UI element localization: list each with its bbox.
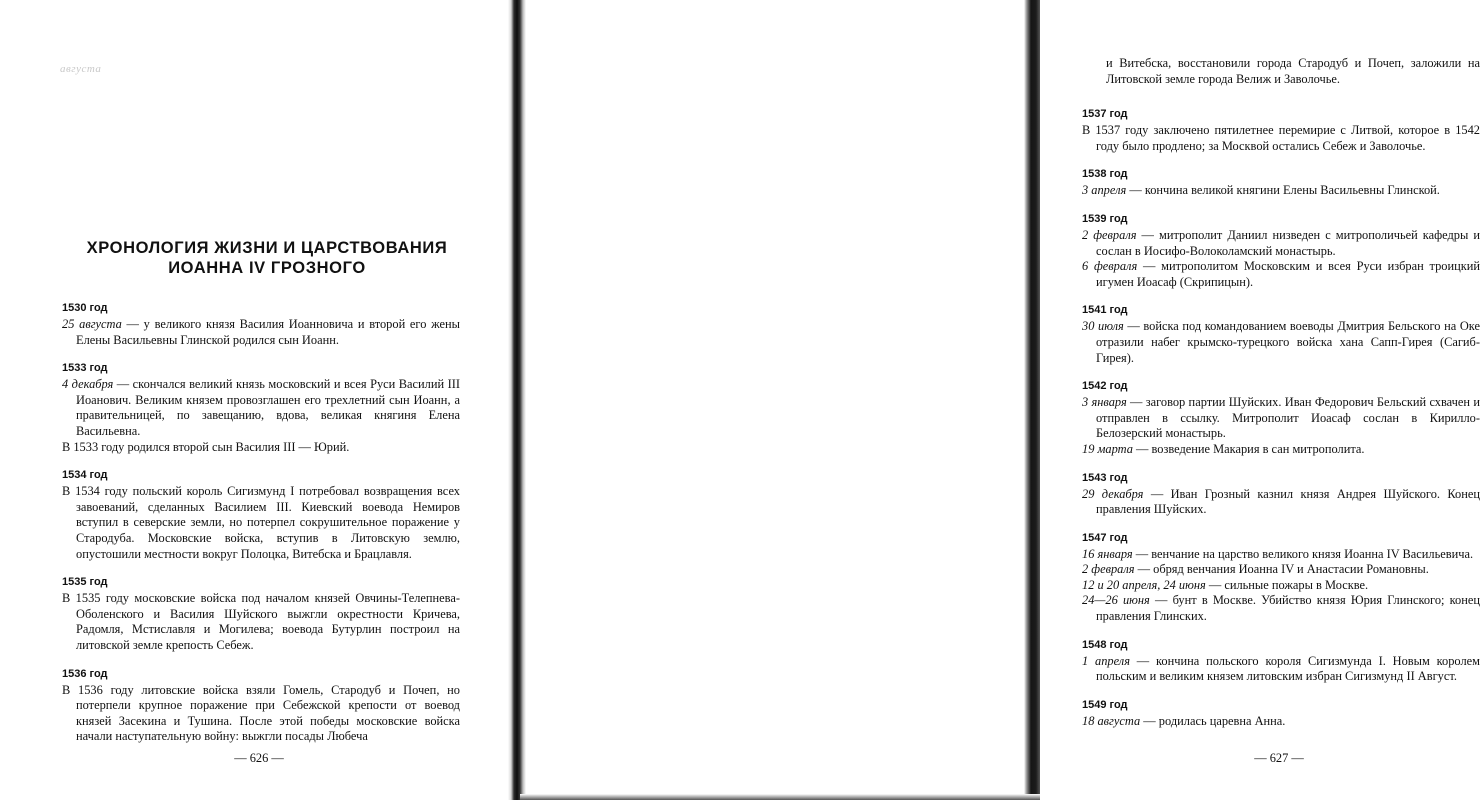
entry-event <box>62 317 460 348</box>
entry-event <box>1082 259 1480 290</box>
entry-event <box>62 591 460 653</box>
event-date: 2 февраля <box>1082 562 1135 577</box>
chronology-title <box>62 238 472 278</box>
entry-year: 1542 год <box>1082 380 1128 393</box>
event-text: — кончина польского короля Сигизмунда I. Новым королем польским и великим князем литовским избран Сигизмунд II Август. <box>1096 653 1480 684</box>
event-date: 6 февраля <box>1082 259 1138 274</box>
right-entries <box>1082 56 1480 742</box>
entry-year: 1543 год <box>1082 471 1128 484</box>
event-text: — обряд венчания Иоанна IV и Анастасии Романовны. <box>1134 562 1429 577</box>
event-date: 1 апреля <box>1082 653 1130 668</box>
event-date: 29 декабря <box>1082 486 1144 501</box>
event-date: 12 и 20 апреля, 24 июня <box>1082 577 1206 592</box>
title-line-1: ХРОНОЛОГИЯ ЖИЗНИ И ЦАРСТВОВАНИЯ <box>86 239 448 257</box>
entry-year: 1547 год <box>1082 531 1128 544</box>
entry-year: 1530 год <box>62 302 108 314</box>
chronology-entry <box>1082 698 1480 730</box>
event-text: В 1537 году заключено пятилетнее перемирие с Литвой, которое в 1542 году было продлено; за Москвой остались Себеж и Заволочье. <box>1082 123 1480 153</box>
chronology-entry <box>1082 379 1480 457</box>
entry-event <box>1082 123 1480 154</box>
entry-event <box>62 484 460 562</box>
event-text: — Иван Грозный казнил князя Андрея Шуйского. Конец правления Шуйских. <box>1096 486 1480 517</box>
entry-event <box>62 440 460 456</box>
entry-event <box>1082 562 1480 578</box>
faded-running-head: августа <box>60 63 102 75</box>
entry-year: 1538 год <box>1082 168 1128 181</box>
entry-year: 1539 год <box>1082 212 1128 225</box>
event-date: 4 декабря <box>62 377 114 392</box>
event-date: 16 января <box>1082 546 1133 561</box>
entry-event <box>1082 714 1480 730</box>
event-date: 19 марта <box>1082 441 1133 456</box>
event-text: — скончался великий князь московский и всея Руси Василий III Иоанович. Великим князем провозглашен его трехлетний сын Иоанн, а правительницей, по завещанию, вдова, великая княгиня Елена Васильевна. <box>76 377 460 438</box>
event-text: — у великого князя Василия Иоанновича и второй его жены Елены Васильевны Глинской родился сын Иоанн. <box>76 317 460 347</box>
chronology-entry <box>62 468 460 562</box>
entry-event <box>1082 228 1480 259</box>
entry-year: 1548 год <box>1082 638 1128 651</box>
event-text: — сильные пожары в Москве. <box>1205 577 1369 592</box>
page-number-left: — 626 — <box>234 751 284 765</box>
entry-event <box>1082 547 1480 563</box>
chronology-entry <box>1082 638 1480 685</box>
chronology-entry <box>1082 471 1480 518</box>
event-text: В 1534 году польский король Сигизмунд I потребовал возвращения всех завоеваний, сделанных Василием III. Киевский воевода Немиров вступил в северские земли, но потерпел сокрушительное поражение у Стародуба. Московские войска, вступив в Литовскую землю, опустошили местности вокруг Полоцка, Витебска и Брацлавля. <box>62 484 460 561</box>
entry-event <box>1082 487 1480 518</box>
entry-year: 1533 год <box>62 362 108 375</box>
event-text: В 1536 году литовские войска взяли Гомель, Стародуб и Почеп, но потерпели крупное поражение при Себежской крепости от воевод князей Засекина и Тушина. После этой победы московские войска начали наступательную войну: выжгли посады Любеча <box>62 682 460 744</box>
entry-event <box>1082 593 1480 624</box>
event-text: — войска под командованием воеводы Дмитрия Бельского на Оке отразили набег крымско-турецкого войска хана Сапп-Гирея (Сагиб-Гирея). <box>1096 319 1480 365</box>
entry-event <box>1082 578 1480 594</box>
event-text: — бунт в Москве. Убийство князя Юрия Глинского; конец правления Глинских. <box>1096 593 1480 624</box>
event-date: 30 июля <box>1082 319 1124 334</box>
event-date: 2 февраля <box>1082 227 1137 242</box>
entry-year: 1537 год <box>1082 108 1128 121</box>
entry-event <box>1082 395 1480 442</box>
event-date: 3 января <box>1082 395 1127 410</box>
event-date: 25 августа <box>62 317 122 331</box>
scan-edge-bottom <box>520 794 1040 800</box>
page-number-right: — 627 — <box>1254 751 1304 765</box>
entry-event <box>1082 654 1480 685</box>
chronology-entry <box>62 361 460 455</box>
entry-year: 1549 год <box>1082 698 1128 711</box>
event-text: В 1535 году московские войска под началом князей Овчины-Телепнева-Оболенского и Василия Шуйского выжгли окрестности Кричева, Радомля, Мстиславля и Могилева; воевода Бутурлин построил на литовской земле крепость Себеж. <box>62 591 460 652</box>
event-text: — заговор партии Шуйских. Иван Федорович Бельский схвачен и отправлен в ссылку. Митрополит Иоасаф сослан в Кирилло-Белозерский монастырь. <box>1096 395 1480 441</box>
continued-paragraph: и Витебска, восстановили города Стародуб и Почеп, заложили на Литовской земле города Велиж и Заволочье. <box>1106 56 1480 86</box>
scan-edge-right <box>1024 0 1040 800</box>
chronology-entry <box>62 575 460 653</box>
event-text: — кончина великой княгини Елены Васильевны Глинской. <box>1126 183 1440 198</box>
entry-event <box>62 683 460 745</box>
entry-year: 1534 год <box>62 469 108 482</box>
chronology-entry <box>1082 167 1480 199</box>
chronology-entry <box>1082 212 1480 290</box>
event-date: 3 апреля <box>1082 183 1127 198</box>
entry-event <box>1082 319 1480 366</box>
entry-event <box>1082 183 1480 199</box>
entry-year: 1541 год <box>1082 304 1128 317</box>
left-entries <box>62 301 460 758</box>
chronology-entry <box>62 667 460 745</box>
left-page <box>0 0 510 800</box>
chronology-entry <box>62 301 460 348</box>
event-text: — возведение Макария в сан митрополита. <box>1132 441 1365 456</box>
event-date: 18 августа <box>1082 713 1141 728</box>
chronology-entry <box>1082 107 1480 154</box>
entry-event <box>62 377 460 439</box>
chronology-entry <box>1082 303 1480 366</box>
entry-year: 1536 год <box>62 667 108 680</box>
event-text: — родилась царевна Анна. <box>1140 713 1286 728</box>
event-text: — венчание на царство великого князя Иоанна IV Васильевича. <box>1132 546 1474 561</box>
event-text: В 1533 году родился второй сын Василия III — Юрий. <box>62 439 350 454</box>
event-text: — митрополит Даниил низведен с митрополичьей кафедры и сослан в Иосифо-Волоколамский монастырь. <box>1096 227 1480 258</box>
title-line-2: ИОАННА IV ГРОЗНОГО <box>168 259 366 277</box>
right-entry-list <box>1082 107 1480 729</box>
chronology-entry <box>1082 531 1480 625</box>
event-date: 24—26 июня <box>1082 593 1150 608</box>
event-text: — митрополитом Московским и всея Руси избран троицкий игумен Иоасаф (Скрипицын). <box>1096 259 1480 289</box>
entry-event <box>1082 442 1480 458</box>
right-page <box>520 0 1480 800</box>
entry-year: 1535 год <box>62 576 108 589</box>
